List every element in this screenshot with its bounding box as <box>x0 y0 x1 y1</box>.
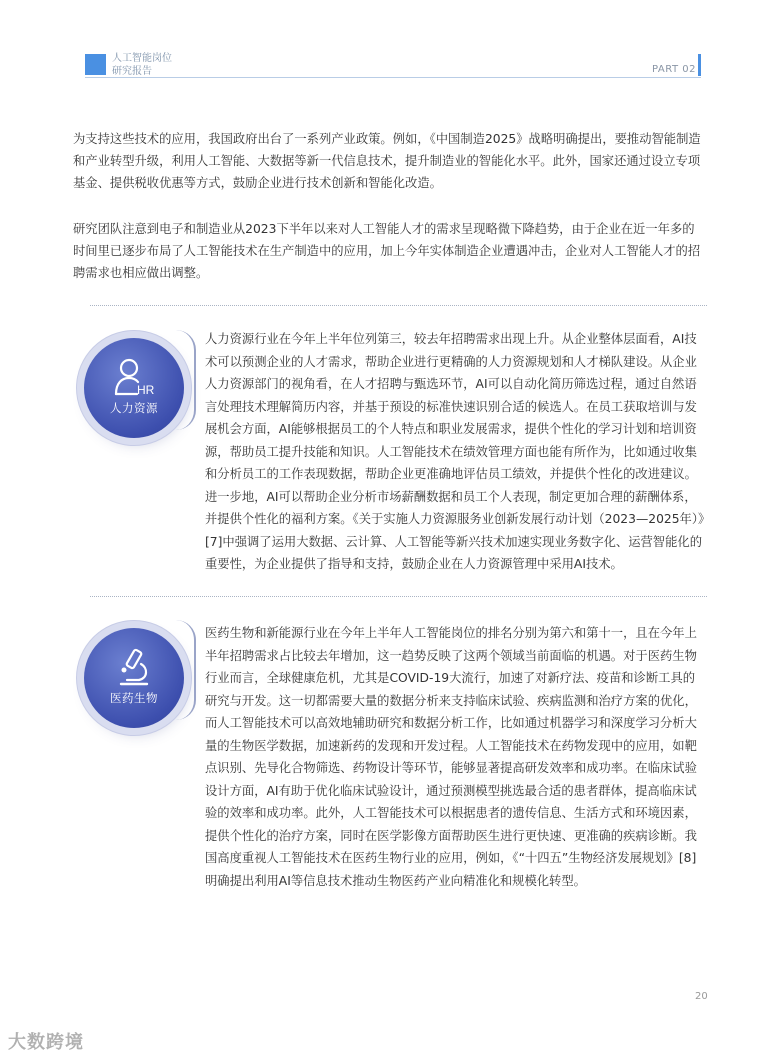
page-header <box>0 0 777 90</box>
header-divider <box>85 77 701 78</box>
watermark-logo: 大数跨境 <box>8 1032 84 1053</box>
section-divider <box>90 305 707 306</box>
hr-badge <box>84 338 184 438</box>
medicine-badge <box>84 628 184 728</box>
intro-paragraph-1: 为支持这些技术的应用，我国政府出台了一系列产业政策。例如，《中国制造2025》战略明确提出，要推动智能制造和产业转型升级，利用人工智能、大数据等新一代信息技术，提升制造业的智能化水平。此外，国家还通过设立专项基金、提供税收优惠等方式，鼓励企业进行技术创新和智能化改造。 <box>73 132 701 190</box>
part-accent-bar <box>698 54 701 76</box>
hr-section-text: 人力资源行业在今年上半年位列第三，较去年招聘需求出现上升。从企业整体层面看，AI技术可以预测企业的人才需求，帮助企业进行更精确的人力资源规划和人才梯队建设。从企业人力资源部门的视角看，在人才招聘与甄选环节，AI可以自动化简历筛选过程，通过自然语言处理技术理解简历内容，并基于预设的标准快速识别合适的候选人。在员工获取培训与发展机会方面，AI能够根据员工的个人特点和职业发展需求，提供个性化的学习计划和培训资源，帮助员工提升技能和知识。人工智能技术在绩效管理方面也能有所作为，比如通过收集和分析员工的工作表现数据，帮助企业更准确地评估员工绩效，并提供个性化的改进建议。进一步地，AI可以帮助企业分析市场薪酬数据和员工个人表现，制定更加合理的薪酬体系，并提供个性化的福利方案。《关于实施人力资源服务业创新发展行动计划（2023—2025年）》[7]中强调了运用大数据、云计算、人工智能等新兴技术加速实现业务数字化、运营智能化的重要性，为企业提供了指导和支持，鼓励企业在人力资源管理中采用AI技术。 <box>205 332 705 571</box>
section-divider <box>90 596 707 597</box>
hr-badge-label: 人力资源 <box>110 401 158 415</box>
badge-arc-decoration <box>176 620 196 720</box>
badge-arc-decoration <box>176 330 196 430</box>
hr-icon-text: HR <box>137 383 155 397</box>
medicine-badge-label: 医药生物 <box>110 691 158 705</box>
part-label: PART 02 <box>652 64 696 75</box>
intro-paragraph-2: 研究团队注意到电子和制造业从2023下半年以来对人工智能人才的需求呈现略微下降趋势，由于企业在近一年多的时间里已逐步布局了人工智能技术在生产制造中的应用，加上今年实体制造企业遭遇冲击，企业对人工智能人才的招聘需求也相应做出调整。 <box>73 222 701 280</box>
page-number: 20 <box>695 991 708 1002</box>
microscope-icon <box>113 646 155 688</box>
medicine-section-text: 医药生物和新能源行业在今年上半年人工智能岗位的排名分别为第六和第十一，且在今年上半年招聘需求占比较去年增加，这一趋势反映了这两个领域当前面临的机遇。对于医药生物行业而言，全球健康危机，尤其是COVID-19大流行，加速了对新疗法、疫苗和诊断工具的研究与开发。这一切都需要大量的数据分析来支持临床试验、疾病监测和治疗方案的优化，而人工智能技术可以高效地辅助研究和数据分析工作，比如通过机器学习和深度学习分析大量的生物医学数据，加速新药的发现和开发过程。人工智能技术在药物发现中的应用，如靶点识别、先导化合物筛选、药物设计等环节，能够显著提高研发效率和成功率。在临床试验设计方面，AI有助于优化临床试验设计，通过预测模型挑选最合适的患者群体，提高临床试验的效率和成功率。此外，人工智能技术可以根据患者的遗传信息、生活方式和环境因素，提供个性化的治疗方案，同时在医学影像方面帮助医生进行更快速、更准确的疾病诊断。我国高度重视人工智能技术在医药生物行业的应用，例如，《“十四五”生物经济发展规划》[8]明确提出利用AI等信息技术推动生物医药产业向精准化和规模化转型。 <box>205 626 697 888</box>
report-logo-square <box>85 54 106 75</box>
report-subtitle: 研究报告 <box>112 66 152 77</box>
report-title: 人工智能岗位 <box>112 53 172 64</box>
hr-person-icon <box>113 356 155 398</box>
